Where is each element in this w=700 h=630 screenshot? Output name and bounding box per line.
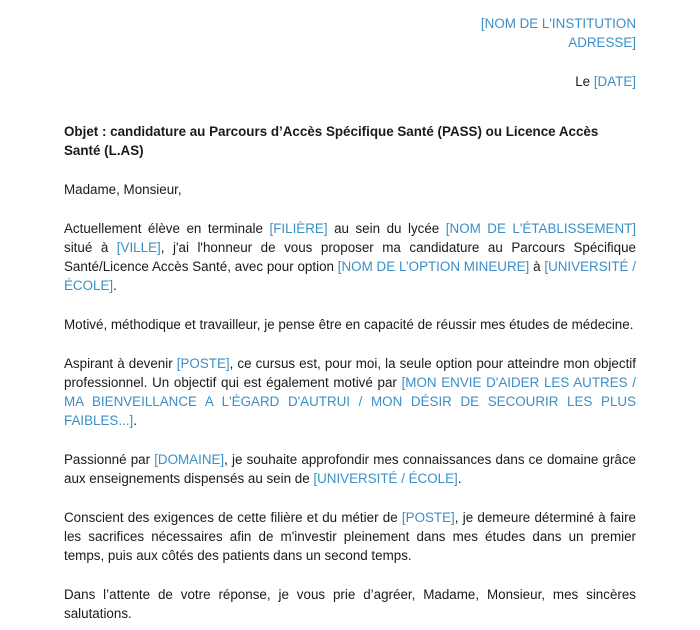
text-segment: au sein du lycée — [327, 221, 446, 236]
position-placeholder: [POSTE] — [176, 356, 230, 371]
date-prefix: Le — [575, 74, 594, 89]
minor-option-placeholder: [NOM DE L’OPTION MINEURE] — [337, 259, 530, 274]
address-placeholder: ADRESSE] — [568, 35, 636, 50]
text-segment: . — [133, 413, 137, 428]
text-segment: , j'ai l'honneur de vous proposer ma candidature au Parcours Spécifique Santé/Licence Accès Santé, avec pour option — [64, 240, 636, 274]
date-line — [64, 72, 636, 91]
recipient-block — [64, 14, 636, 52]
paragraph-introduction — [64, 219, 636, 295]
text-segment: , je souhaite approfondir mes connaissances dans ce domaine grâce aux enseignements dispensés au sein de — [64, 452, 636, 486]
domain-placeholder: [DOMAINE] — [154, 452, 225, 467]
institution-name-placeholder: [NOM DE L'INSTITUTION — [480, 16, 636, 31]
text-segment: , je demeure déterminé à faire les sacrifices nécessaires afin de m'investir pleinement dans mes études dans un premier temps, puis aux côtés des patients dans un second temps. — [64, 510, 636, 563]
text-segment: Motivé, méthodique et travailleur, je pense être en capacité de réussir mes études de médecine. — [64, 317, 634, 332]
city-placeholder: [VILLE] — [116, 240, 161, 255]
paragraph-career-goal — [64, 354, 636, 430]
filiere-placeholder: [FILIÈRE] — [269, 221, 328, 236]
text-segment: Aspirant à devenir — [64, 356, 177, 371]
university-placeholder: [UNIVERSITÉ / ÉCOLE] — [64, 259, 636, 293]
paragraph-passion — [64, 450, 636, 488]
text-segment: à — [529, 259, 545, 274]
letter-subject: Objet : candidature au Parcours d’Accès Spécifique Santé (PASS) ou Licence Accès Santé (L.AS) — [64, 124, 599, 158]
text-segment: situé à — [64, 240, 117, 255]
greeting: Madame, Monsieur, — [64, 182, 182, 197]
text-segment: Dans l’attente de votre réponse, je vous prie d’agréer, Madame, Monsieur, mes sincères salutations. — [64, 587, 636, 621]
text-segment: Passionné par — [64, 452, 155, 467]
motivation-placeholder: [MON ENVIE D'AIDER LES AUTRES / MA BIENVEILLANCE A L'ÉGARD D'AUTRUI / MON DÉSIR DE SECOURIR LES PLUS FAIBLES...] — [64, 375, 636, 428]
university-placeholder: [UNIVERSITÉ / ÉCOLE] — [313, 471, 458, 486]
date-placeholder: [DATE] — [593, 74, 636, 89]
text-segment: Conscient des exigences de cette filière et du métier de — [64, 510, 402, 525]
text-segment: , ce cursus est, pour moi, la seule option pour atteindre mon objectif professionnel. Un objectif qui est également motivé par — [64, 356, 636, 390]
text-segment: . — [457, 471, 462, 486]
position-placeholder: [POSTE] — [401, 510, 455, 525]
paragraph-commitment — [64, 508, 636, 565]
paragraph-closing — [64, 585, 636, 623]
text-segment: . — [113, 278, 117, 293]
school-name-placeholder: [NOM DE L'ÉTABLISSEMENT] — [445, 221, 637, 236]
text-segment: Actuellement élève en terminale — [64, 221, 270, 236]
paragraph-motivation — [64, 315, 636, 334]
